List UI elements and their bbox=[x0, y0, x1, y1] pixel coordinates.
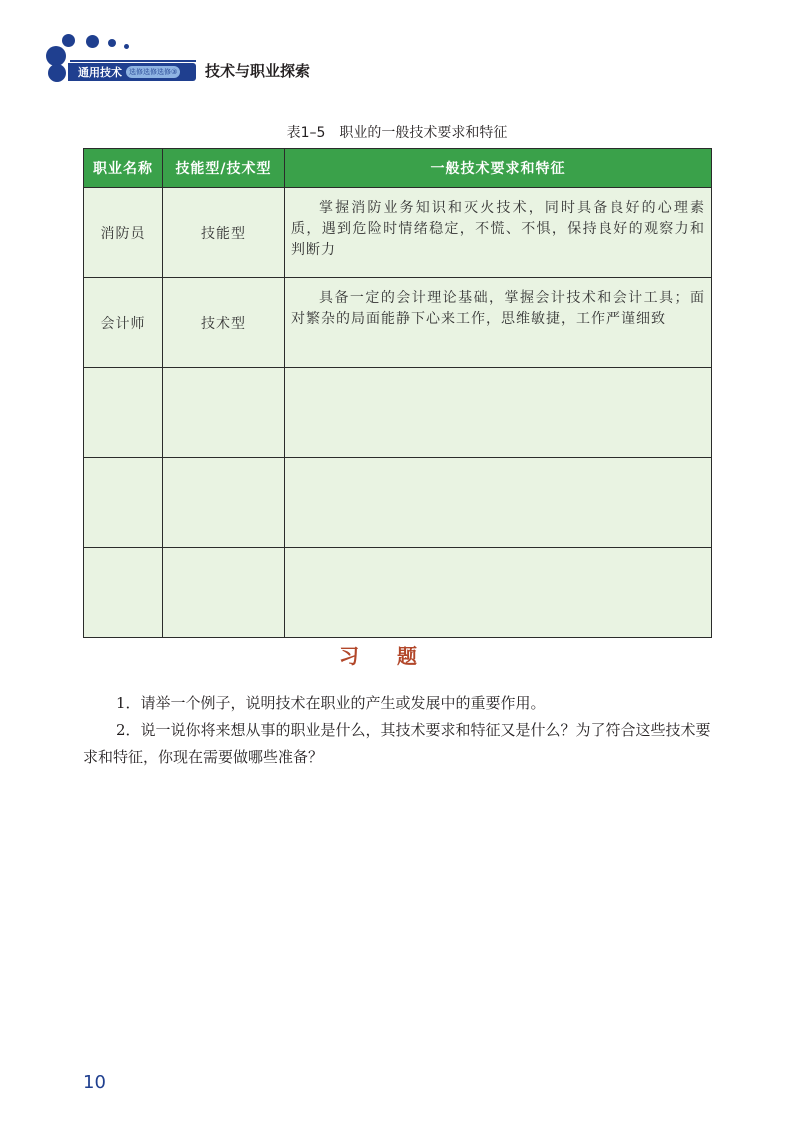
occupation-name-cell bbox=[84, 368, 163, 458]
requirements-cell: 掌握消防业务知识和灭火技术，同时具备良好的心理素质，遇到危险时情绪稳定，不慌、不惧，保持良好的观察力和判断力 bbox=[285, 188, 712, 278]
skill-type-cell bbox=[163, 368, 285, 458]
skill-type-cell bbox=[163, 458, 285, 548]
exercise-item-1: 1．请举一个例子，说明技术在职业的产生或发展中的重要作用。 bbox=[116, 694, 546, 712]
occupation-name-cell bbox=[84, 458, 163, 548]
skill-type-cell bbox=[163, 548, 285, 638]
skill-type-cell: 技能型 bbox=[163, 188, 285, 278]
table-header-row bbox=[84, 149, 712, 188]
skill-type-cell: 技术型 bbox=[163, 278, 285, 368]
exercise-item-2: 2．说一说你将来想从事的职业是什么，其技术要求和特征又是什么？为了符合这些技术要求和特征，你现在需要做哪些准备？ bbox=[83, 721, 711, 766]
series-name: 通用技术 bbox=[78, 66, 122, 79]
table-caption: 表1–5 职业的一般技术要求和特征 bbox=[286, 125, 508, 141]
table-row bbox=[84, 548, 712, 638]
requirements-cell: 具备一定的会计理论基础，掌握会计技术和会计工具；面对繁杂的局面能静下心来工作，思维敏捷，工作严谨细致 bbox=[285, 278, 712, 368]
header-skill-type: 技能型/技术型 bbox=[163, 149, 285, 188]
series-label-box bbox=[68, 63, 196, 81]
requirements-cell bbox=[285, 548, 712, 638]
requirements-cell bbox=[285, 458, 712, 548]
occupation-name-cell: 会计师 bbox=[84, 278, 163, 368]
page-number: 10 bbox=[83, 1072, 106, 1093]
book-title: 技术与职业探索 bbox=[205, 62, 311, 80]
occupation-name-cell bbox=[84, 548, 163, 638]
header-rule bbox=[70, 60, 196, 62]
table-row bbox=[84, 278, 712, 368]
page-header bbox=[0, 0, 808, 95]
exercises-heading: 习题 bbox=[339, 644, 455, 668]
table-row bbox=[84, 458, 712, 548]
occupation-name-cell: 消防员 bbox=[84, 188, 163, 278]
header-requirements: 一般技术要求和特征 bbox=[285, 149, 712, 188]
header-occupation-name: 职业名称 bbox=[84, 149, 163, 188]
table-row bbox=[84, 368, 712, 458]
exercise-list bbox=[83, 690, 713, 771]
table-row bbox=[84, 188, 712, 278]
requirements-cell bbox=[285, 368, 712, 458]
occupation-requirements-table bbox=[83, 148, 712, 638]
series-badge: 选修选修选修③ bbox=[126, 66, 180, 78]
